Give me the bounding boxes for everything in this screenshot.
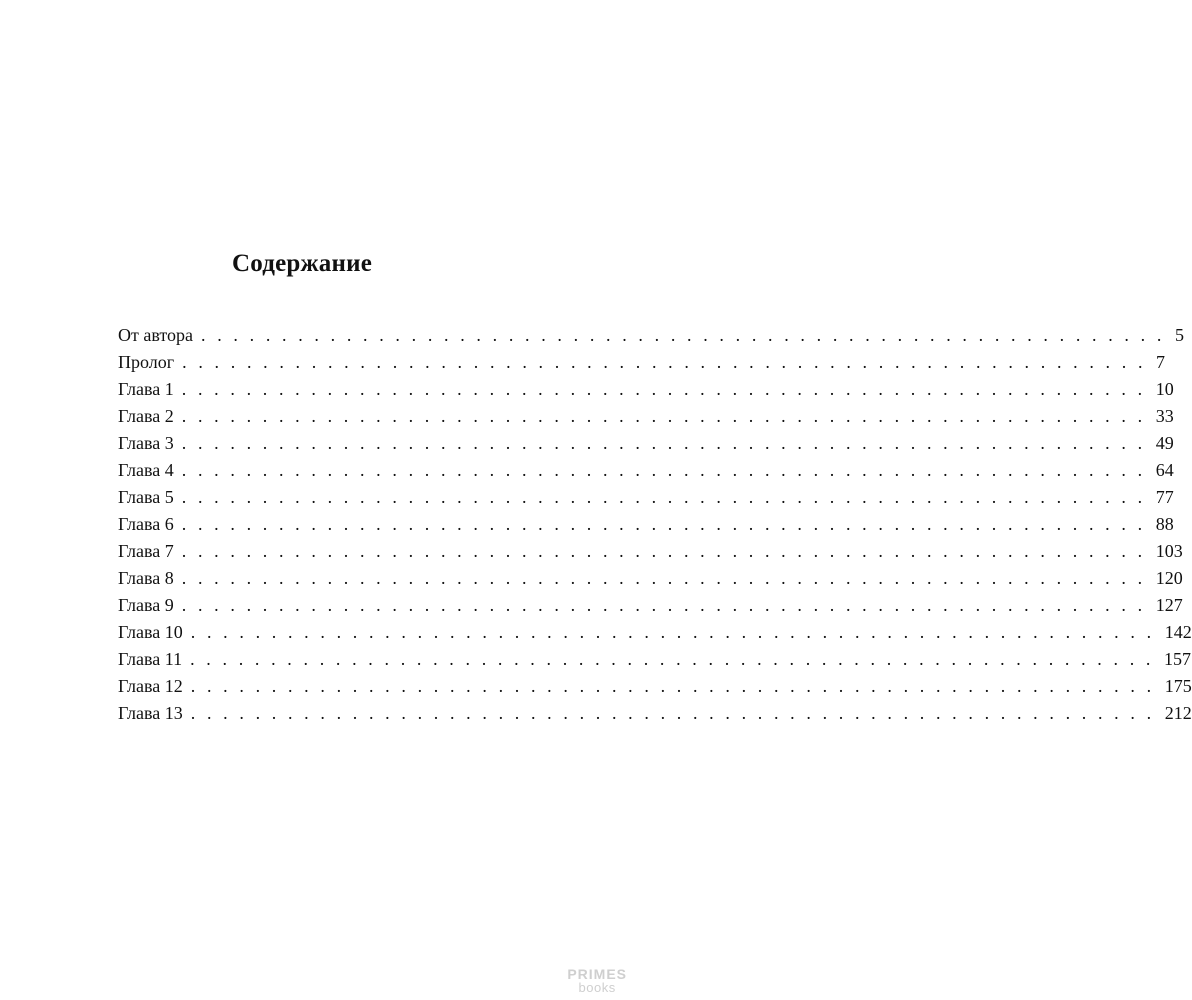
toc-dot-leader: . . . . . . . . . . . . . . . . . . . . . . . . . . . . . . . . . . . . . . . . . . . . . . . . . . . . . . . . . . . . bbox=[181, 568, 1146, 588]
toc-entry-page-number: 127 bbox=[1155, 595, 1183, 615]
toc-entry-label: Глава 3 bbox=[118, 433, 174, 453]
toc-entry-page-number: 175 bbox=[1164, 676, 1192, 696]
toc-dot-leader: . . . . . . . . . . . . . . . . . . . . . . . . . . . . . . . . . . . . . . . . . . . . . . . . . . . . . . . . . . . . bbox=[181, 460, 1146, 480]
toc-entry bbox=[118, 619, 1192, 646]
toc-dot-leader: . . . . . . . . . . . . . . . . . . . . . . . . . . . . . . . . . . . . . . . . . . . . . . . . . . . . . . . . . . . . bbox=[181, 406, 1146, 426]
toc-entry-page-number: 212 bbox=[1164, 703, 1192, 723]
toc-dot-leader: . . . . . . . . . . . . . . . . . . . . . . . . . . . . . . . . . . . . . . . . . . . . . . . . . . . . . . . . . . . . bbox=[181, 514, 1146, 534]
toc-entry bbox=[118, 511, 1174, 538]
toc-entry-page-number: 142 bbox=[1164, 622, 1192, 642]
toc-entry-page-number: 49 bbox=[1155, 433, 1174, 453]
toc-entry-page-number: 64 bbox=[1155, 460, 1174, 480]
toc-entry-page-number: 120 bbox=[1155, 568, 1183, 588]
watermark-bottom: books bbox=[578, 980, 616, 995]
toc-title: Содержание bbox=[231, 250, 372, 277]
toc-entry bbox=[118, 700, 1192, 727]
toc-dot-leader: . . . . . . . . . . . . . . . . . . . . . . . . . . . . . . . . . . . . . . . . . . . . . . . . . . . . . . . . . . . . bbox=[181, 379, 1146, 399]
toc-entry bbox=[118, 376, 1174, 403]
toc-entry-page-number: 33 bbox=[1155, 406, 1174, 426]
toc-entry-label: Глава 4 bbox=[118, 460, 174, 480]
toc-entry-label: Глава 1 bbox=[118, 379, 174, 399]
watermark-logo bbox=[567, 967, 627, 994]
toc-entry bbox=[118, 484, 1174, 511]
toc-entry-label: Глава 10 bbox=[118, 622, 183, 642]
toc-entry bbox=[118, 322, 1184, 349]
toc-entry-label: Глава 12 bbox=[118, 676, 183, 696]
toc-entry-label: Глава 2 bbox=[118, 406, 174, 426]
toc-dot-leader: . . . . . . . . . . . . . . . . . . . . . . . . . . . . . . . . . . . . . . . . . . . . . . . . . . . . . . . . . . . . bbox=[201, 325, 1165, 345]
toc-entry-label: Глава 9 bbox=[118, 595, 174, 615]
toc-dot-leader: . . . . . . . . . . . . . . . . . . . . . . . . . . . . . . . . . . . . . . . . . . . . . . . . . . . . . . . . . . . . bbox=[181, 487, 1146, 507]
toc-dot-leader: . . . . . . . . . . . . . . . . . . . . . . . . . . . . . . . . . . . . . . . . . . . . . . . . . . . . . . . . . . . . bbox=[190, 676, 1155, 696]
toc-entry-label: Глава 8 bbox=[118, 568, 174, 588]
toc-dot-leader: . . . . . . . . . . . . . . . . . . . . . . . . . . . . . . . . . . . . . . . . . . . . . . . . . . . . . . . . . . . . bbox=[181, 541, 1146, 561]
toc-entry bbox=[118, 403, 1174, 430]
toc-entry-label: Глава 7 bbox=[118, 541, 174, 561]
toc-entry-label: Пролог bbox=[118, 352, 175, 372]
toc-dot-leader: . . . . . . . . . . . . . . . . . . . . . . . . . . . . . . . . . . . . . . . . . . . . . . . . . . . . . . . . . . . . bbox=[190, 622, 1155, 642]
toc-entry bbox=[118, 457, 1174, 484]
toc-entry bbox=[118, 592, 1183, 619]
toc-entry bbox=[118, 538, 1183, 565]
toc-entry bbox=[118, 673, 1192, 700]
toc-entry-page-number: 7 bbox=[1156, 352, 1166, 372]
toc-entry bbox=[118, 646, 1192, 673]
toc-entry-page-number: 103 bbox=[1155, 541, 1183, 561]
toc-entry bbox=[118, 349, 1166, 376]
toc-entry-page-number: 5 bbox=[1174, 325, 1184, 345]
toc-entry-label: Глава 5 bbox=[118, 487, 174, 507]
toc-entry-page-number: 77 bbox=[1155, 487, 1174, 507]
toc-entry-label: Глава 6 bbox=[118, 514, 174, 534]
toc-entry-page-number: 88 bbox=[1155, 514, 1174, 534]
toc-dot-leader: . . . . . . . . . . . . . . . . . . . . . . . . . . . . . . . . . . . . . . . . . . . . . . . . . . . . . . . . . . . . bbox=[181, 433, 1146, 453]
toc-entry-label: Глава 11 bbox=[118, 649, 183, 669]
toc-entry bbox=[118, 565, 1183, 592]
toc-entry bbox=[118, 430, 1174, 457]
toc-dot-leader: . . . . . . . . . . . . . . . . . . . . . . . . . . . . . . . . . . . . . . . . . . . . . . . . . . . . . . . . . . . . bbox=[190, 649, 1155, 669]
toc-list bbox=[118, 322, 1192, 727]
toc-entry-label: От автора bbox=[118, 325, 194, 345]
toc-entry-page-number: 10 bbox=[1155, 379, 1174, 399]
toc-dot-leader: . . . . . . . . . . . . . . . . . . . . . . . . . . . . . . . . . . . . . . . . . . . . . . . . . . . . . . . . . . . . bbox=[190, 703, 1155, 723]
watermark-top: PRIMES bbox=[567, 966, 627, 982]
toc-dot-leader: . . . . . . . . . . . . . . . . . . . . . . . . . . . . . . . . . . . . . . . . . . . . . . . . . . . . . . . . . . . . bbox=[182, 352, 1147, 372]
toc-entry-label: Глава 13 bbox=[118, 703, 183, 723]
toc-entry-page-number: 157 bbox=[1164, 649, 1192, 669]
toc-dot-leader: . . . . . . . . . . . . . . . . . . . . . . . . . . . . . . . . . . . . . . . . . . . . . . . . . . . . . . . . . . . . bbox=[181, 595, 1146, 615]
